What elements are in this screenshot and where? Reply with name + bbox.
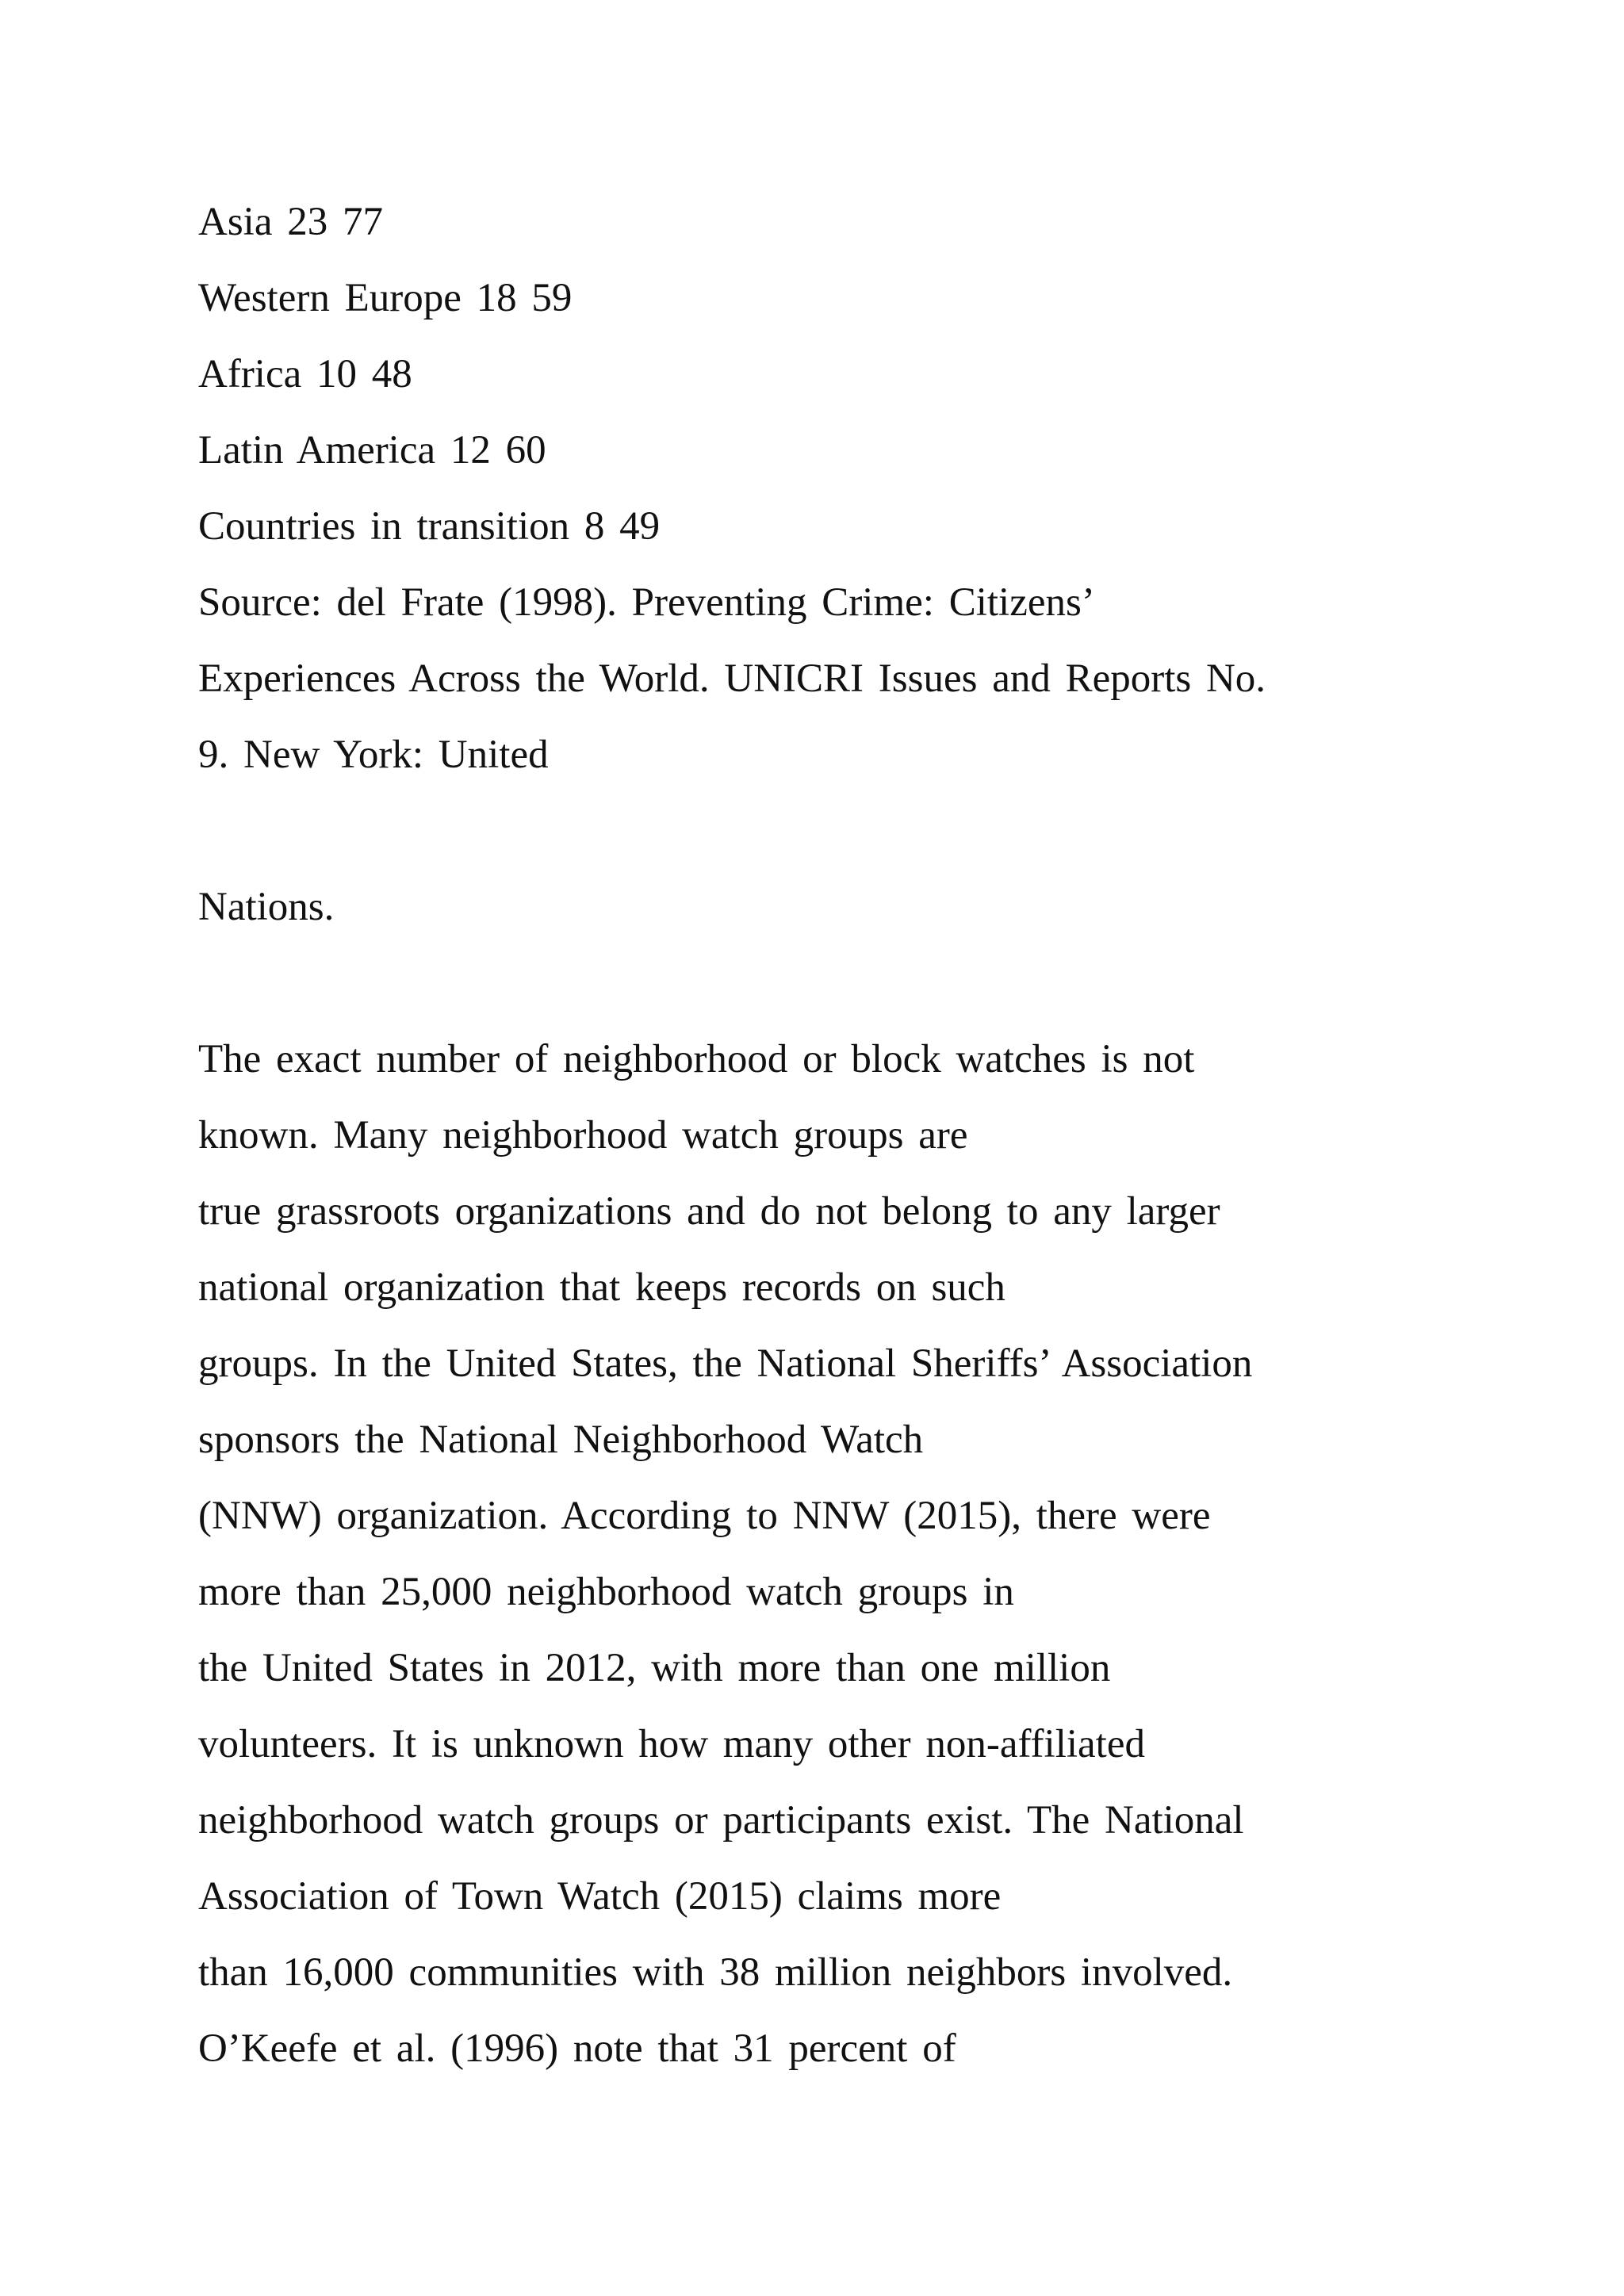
body-text-line: The exact number of neighborhood or block watches is not	[198, 1037, 1195, 1081]
table-row-latin-america: Latin America 12 60	[198, 428, 546, 473]
body-text-line: sponsors the National Neighborhood Watch	[198, 1418, 924, 1462]
source-citation-line: Experiences Across the World. UNICRI Issues and Reports No.	[198, 656, 1266, 701]
table-row-asia: Asia 23 77	[198, 200, 383, 244]
body-text-line: than 16,000 communities with 38 million neighbors involved.	[198, 1950, 1233, 1995]
source-citation-line: Source: del Frate (1998). Preventing Crime: Citizens’	[198, 580, 1095, 625]
source-citation-line: Nations.	[198, 885, 335, 929]
body-text-line: volunteers. It is unknown how many other non-affiliated	[198, 1722, 1145, 1766]
body-text-line: neighborhood watch groups or participants exist. The National	[198, 1798, 1244, 1843]
body-text-line: more than 25,000 neighborhood watch groups in	[198, 1570, 1014, 1614]
table-row-countries-in-transition: Countries in transition 8 49	[198, 504, 661, 549]
body-text-line: groups. In the United States, the National Sheriffs’ Association	[198, 1341, 1253, 1386]
body-text-line: known. Many neighborhood watch groups are	[198, 1113, 968, 1158]
body-text-line: Association of Town Watch (2015) claims more	[198, 1874, 1002, 1919]
body-text-line: national organization that keeps records on such	[198, 1265, 1005, 1310]
table-row-western-europe: Western Europe 18 59	[198, 276, 573, 320]
body-text-line: true grassroots organizations and do not belong to any larger	[198, 1189, 1220, 1234]
body-text-line: (NNW) organization. According to NNW (2015), there were	[198, 1494, 1211, 1538]
source-citation-line: 9. New York: United	[198, 733, 549, 777]
body-text-line: O’Keefe et al. (1996) note that 31 percent of	[198, 2026, 956, 2071]
body-text-line: the United States in 2012, with more than one million	[198, 1646, 1111, 1690]
table-row-africa: Africa 10 48	[198, 352, 412, 396]
